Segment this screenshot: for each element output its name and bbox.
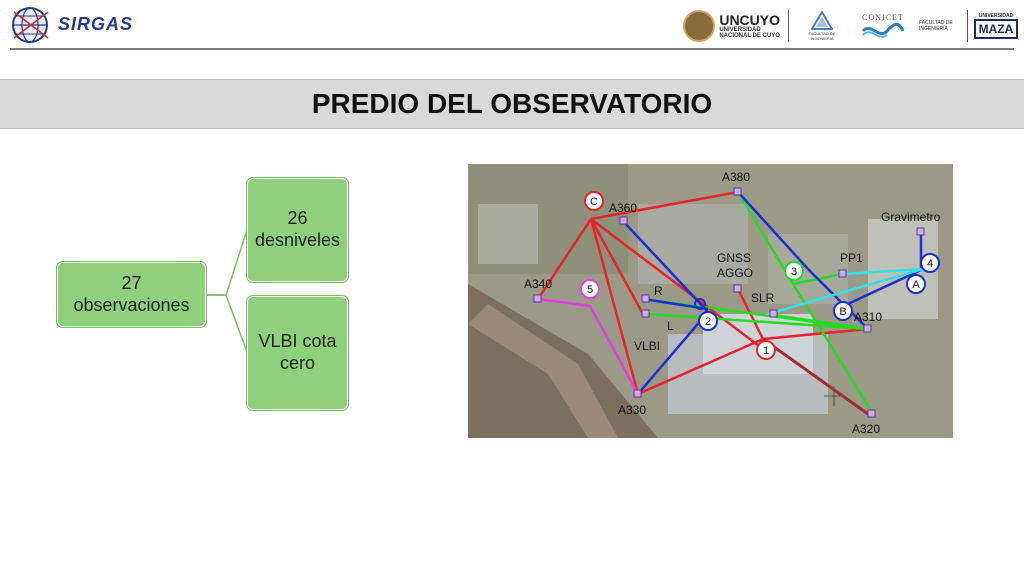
- marker-5: [581, 280, 599, 298]
- svg-text:3: 3: [790, 266, 798, 278]
- diagram-child-vlbi: VLBI cota cero: [247, 296, 348, 410]
- diagram-root-node: 27 observaciones: [57, 262, 206, 327]
- svg-text:4: 4: [926, 258, 934, 270]
- marker-2: [699, 312, 717, 330]
- sirgas-logo: [8, 4, 134, 46]
- globe-icon: [8, 4, 54, 46]
- label-r: R: [654, 284, 663, 298]
- conicet-wordmark: CONICET: [862, 12, 904, 22]
- svg-text:B: B: [839, 306, 847, 318]
- header-divider: [10, 48, 1014, 50]
- marker-1: [757, 341, 775, 359]
- svg-text:2: 2: [704, 316, 712, 328]
- marker-3: [785, 262, 803, 280]
- svg-text:C: C: [590, 196, 598, 208]
- label-a340: A340: [524, 277, 553, 291]
- label-aggo: AGGO: [717, 266, 754, 280]
- label-a360: A360: [609, 201, 638, 215]
- label-l: L: [667, 319, 674, 333]
- maza-wordmark: MAZA: [974, 19, 1019, 39]
- label-gravimetro: Gravimetro: [881, 210, 941, 224]
- svg-text:A: A: [912, 279, 920, 291]
- title-bar: [0, 79, 1024, 129]
- observatory-map: [468, 164, 953, 438]
- label-gnss: GNSS: [717, 251, 752, 265]
- label-a310: A310: [854, 310, 883, 324]
- institution-logos: [683, 6, 1016, 46]
- fi-logo: [797, 11, 847, 41]
- maza-caption: UNIVERSIDAD: [978, 13, 1014, 19]
- label-a380: A380: [722, 170, 751, 184]
- diagram-child-desniveles: 26 desniveles: [247, 178, 348, 282]
- uncuyo-subtitle-1: UNIVERSIDAD: [719, 27, 761, 33]
- marker-a: [907, 275, 925, 293]
- fi-caption: FACULTAD DE INGENIERÍA: [808, 31, 836, 41]
- label-pp1: PP1: [840, 251, 863, 265]
- label-vlbi: VLBI: [634, 339, 661, 353]
- label-slr: SLR: [751, 291, 775, 305]
- label-a330: A330: [618, 403, 647, 417]
- maza-logo: [976, 13, 1016, 39]
- connector-root-to-child-1: [206, 230, 247, 295]
- logo-divider-2: [967, 10, 968, 42]
- uncuyo-logo: [683, 10, 780, 42]
- sirgas-wordmark: SIRGAS: [58, 14, 134, 34]
- uncuyo-seal-icon: [683, 10, 715, 42]
- structure-left: [478, 204, 538, 264]
- label-a320: A320: [852, 422, 881, 436]
- marker-c: [585, 192, 603, 210]
- marker-b: [834, 302, 852, 320]
- logo-divider: [788, 10, 789, 42]
- svg-text:1: 1: [762, 345, 770, 357]
- connector-root-to-child-2: [206, 295, 247, 352]
- conicet-wave-icon: [861, 22, 905, 40]
- marker-4: [921, 254, 939, 272]
- page-title: PREDIO DEL OBSERVATORIO: [311, 88, 713, 119]
- fi-emblem-icon: [811, 11, 833, 31]
- uncuyo-title: UNCUYO: [719, 12, 780, 28]
- svg-text:5: 5: [586, 284, 594, 296]
- faculty-caption: FACULTAD DE INGENIERÍA: [919, 20, 953, 32]
- uncuyo-subtitle-2: NACIONAL DE CUYO: [719, 33, 780, 39]
- conicet-logo: [855, 13, 911, 40]
